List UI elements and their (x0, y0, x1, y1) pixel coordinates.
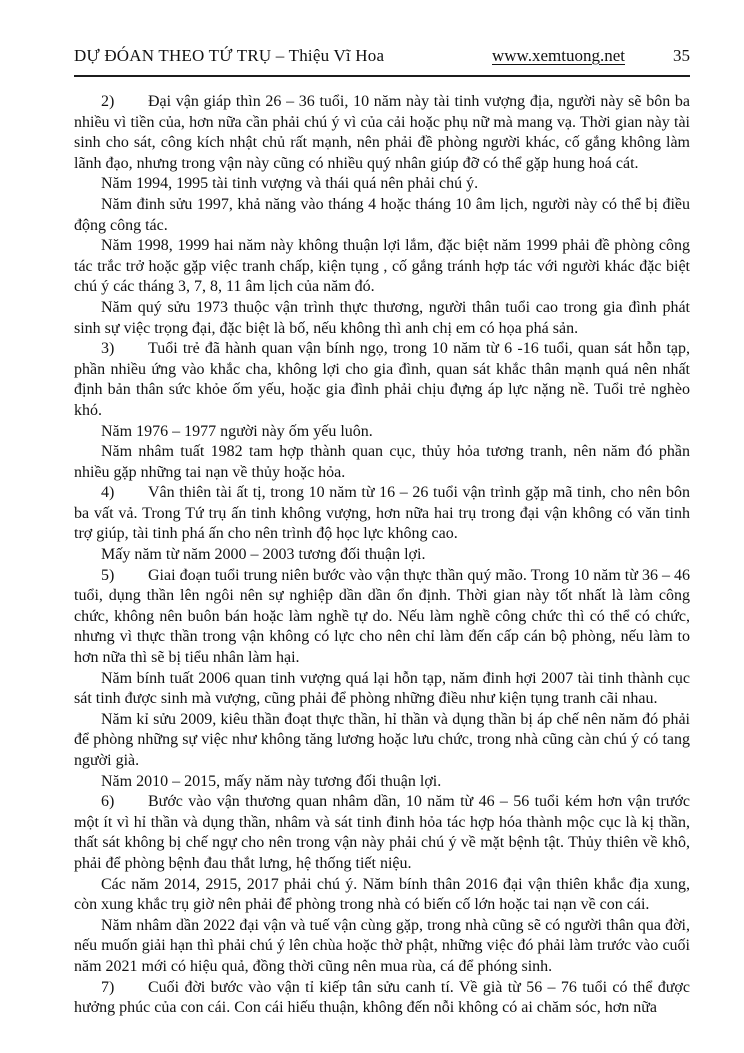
item-number: 4) (101, 484, 115, 502)
page-number: 35 (673, 46, 690, 65)
paragraph-item-3 (74, 339, 690, 421)
paragraph-text: Cuối đời bước vào vận tỉ kiếp tân sửu canh tí. Về già từ 56 – 76 tuổi có thể được hưởng phúc của con cái. Con cái hiếu thuận, không đến nỗi không có ai chăm sóc, hơn nữa (74, 978, 690, 1017)
paragraph (74, 545, 690, 566)
paragraph-item-2 (74, 92, 690, 174)
paragraph-text: Tuổi trẻ đã hành quan vận bính ngọ, trong 10 năm từ 6 -16 tuổi, quan sát hỗn tạp, phần nhiều ứng vào khắc cha, không lợi cho gia đình, quan sát khắc thân mạnh quá nên nhất định bản thân sức khỏe ốm yếu, hoặc gia đình phải chịu đựng áp lực nặng nề. Tuổi trẻ nghèo khó. (74, 340, 690, 419)
paragraph-text: Đại vận giáp thìn 26 – 36 tuổi, 10 năm này tài tinh vượng địa, người này sẽ bôn ba nhiều vì tiền của, hơn nữa cần phải chú ý vì của cải hoặc phụ nữ mà mang vạ. Thời gian này tài sinh cho sát, công kích nhật chủ rất mạnh, nên phải đề phòng người khác, cố gắng không làm lãnh đạo, nhưng trong vận này cũng có nhiều quý nhân giúp đỡ có thể gặp hung hoá cát. (74, 93, 690, 172)
paragraph-text: Năm đinh sửu 1997, khả năng vào tháng 4 hoặc tháng 10 âm lịch, người này có thể bị điều động công tác. (74, 195, 690, 234)
paragraph-text: Năm 2010 – 2015, mấy năm này tương đối thuận lợi. (101, 772, 442, 790)
paragraph-text: Năm 1976 – 1977 người này ốm yếu luôn. (101, 422, 373, 440)
item-number: 2) (101, 93, 115, 110)
paragraph (74, 772, 690, 793)
item-number: 6) (101, 793, 115, 811)
paragraph-text: Giai đoạn tuổi trung niên bước vào vận thực thần quý mão. Trong 10 năm từ 36 – 46 tuổi, dụng thần lên ngôi nên sự nghiệp dần dần ổn định. Thời gian này tốt nhất là làm công chức, không nên buôn bán hoặc làm nghề tự do. Nếu làm nghề công chức thì có thể có chức, nhưng vì thực thần trong vận không có lực cho nên chỉ làm đến cấp cán bộ phòng, nếu làm to hơn nữa thì sẽ bị tiểu nhân làm hại. (74, 566, 690, 667)
paragraph-item-6 (74, 792, 690, 874)
paragraph (74, 669, 690, 710)
paragraph-text: Năm nhâm dần 2022 đại vận và tuế vận cùng gặp, trong nhà cũng sẽ có người thân qua đời, nếu muốn giải hạn thì phải chú ý lên chùa hoặc thờ phật, những việc đó phải làm trước vào cuối năm 2021 mới có hiệu quả, đồng thời cũng nên mua rùa, cá để phóng sinh. (74, 916, 690, 975)
paragraph-text: Năm kỉ sửu 2009, kiêu thần đoạt thực thần, hỉ thần và dụng thần bị áp chế nên năm đó phải để phòng những sự việc như không tăng lương hoặc lưu chức, trong nhà cũng càn chú ý có tang người già. (74, 710, 690, 769)
paragraph (74, 916, 690, 978)
paragraph-text: Mấy năm từ năm 2000 – 2003 tương đối thuận lợi. (101, 546, 426, 564)
item-number: 3) (101, 340, 115, 358)
paragraph-text: Năm nhâm tuất 1982 tam hợp thành quan cục, thủy hỏa tương tranh, nên năm đó phần nhiều gặp những tai nạn về thủy hoặc hỏa. (74, 443, 690, 481)
paragraph (74, 174, 690, 195)
paragraph (74, 195, 690, 236)
page-body (74, 92, 690, 1019)
paragraph-item-7 (74, 978, 690, 1019)
page-header (74, 46, 690, 66)
paragraph-text: Năm bính tuất 2006 quan tinh vượng quá lại hỗn tạp, năm đinh hợi 2007 tài tinh thành cục sát tinh được sinh mà vượng, cũng phải để phòng những điều như kiện tụng tranh cãi nhau. (74, 669, 690, 708)
paragraph (74, 298, 690, 339)
paragraph-text: Năm quý sửu 1973 thuộc vận trình thực thương, người thân tuổi cao trong gia đình phát sinh sự việc trọng đại, đặc biệt là bố, nếu không thì anh chị em có họa phá sản. (74, 298, 690, 337)
paragraph-text: Vân thiên tài ất tị, trong 10 năm từ 16 – 26 tuổi vận trình gặp mã tinh, cho nên bôn ba vất vả. Trong Tứ trụ ấn tinh không vượng, hơn nữa hai trụ trong đại vận không có văn tinh trợ giúp, tài tinh phá ấn cho nên trình độ học lực không cao. (74, 484, 690, 543)
header-divider (74, 75, 690, 77)
paragraph (74, 710, 690, 772)
paragraph (74, 236, 690, 298)
website-link[interactable]: www.xemtuong.net (492, 46, 625, 65)
paragraph-item-5 (74, 566, 690, 669)
paragraph-item-4 (74, 483, 690, 545)
paragraph (74, 875, 690, 916)
book-title: DỰ ĐÓAN THEO TỨ TRỤ – Thiệu Vĩ Hoa (74, 46, 385, 65)
paragraph-text: Năm 1998, 1999 hai năm này không thuận lợi lắm, đặc biệt năm 1999 phải đề phòng công tác trắc trở hoặc gặp việc tranh chấp, kiện tụng , cố gắng tránh hợp tác với người khác đặc biệt chú ý các tháng 3, 7, 8, 11 âm lịch của năm đó. (74, 237, 690, 296)
paragraph (74, 422, 690, 443)
paragraph (74, 442, 690, 483)
item-number: 5) (101, 566, 115, 584)
item-number: 7) (101, 978, 115, 996)
paragraph-text: Bước vào vận thương quan nhâm dần, 10 năm từ 46 – 56 tuổi kém hơn vận trước một ít vì hỉ thần và dụng thần, nhâm và sát tinh đinh hỏa tác hợp hóa thành mộc cục là kị thần, thất sát không bị chế ngự cho nên trong vận này phải chú ý về mặt bệnh tật. Thủy thiên về khô, phải để phòng bệnh đau thắt lưng, hệ thống tiết niệu. (74, 793, 690, 872)
paragraph-text: Năm 1994, 1995 tài tinh vượng và thái quá nên phải chú ý. (101, 175, 479, 193)
paragraph-text: Các năm 2014, 2915, 2017 phải chú ý. Năm bính thân 2016 đại vận thiên khắc địa xung, còn xung khắc trụ giờ nên phải để phòng trong nhà có biến cố lớn hoặc tai nạn về con cái. (74, 875, 690, 914)
